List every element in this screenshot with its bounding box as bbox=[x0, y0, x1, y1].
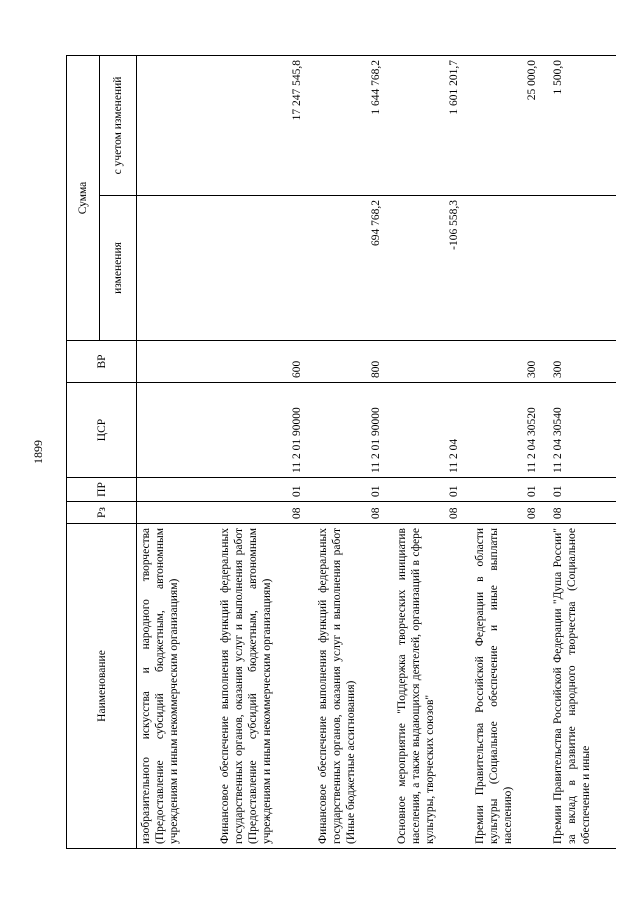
header-row-1 bbox=[67, 55, 100, 848]
row-total: 1 500,0 bbox=[549, 55, 616, 195]
row-rz bbox=[137, 502, 216, 524]
table-row bbox=[216, 55, 315, 848]
row-name: Премии Правительства Российской Федерации "Душа России" за вклад в развитие народного творчества (Социальное обеспечение и иные bbox=[549, 524, 616, 849]
header-with-changes: с учетом изменений bbox=[100, 55, 137, 195]
row-total: 17 247 545,8 bbox=[216, 55, 315, 195]
row-csr bbox=[137, 383, 216, 478]
row-total bbox=[137, 55, 216, 195]
table-row bbox=[471, 55, 549, 848]
row-vr bbox=[137, 341, 216, 383]
row-change bbox=[216, 196, 315, 341]
header-name: Наименование bbox=[67, 524, 137, 849]
row-csr: 11 2 04 bbox=[393, 383, 471, 478]
row-vr: 300 bbox=[549, 341, 616, 383]
row-pr: 01 bbox=[314, 478, 392, 502]
row-change bbox=[471, 196, 549, 341]
row-pr: 01 bbox=[549, 478, 616, 502]
row-name: Финансовое обеспечение выполнения функций федеральных государственных органов, оказания услуг и выполнения работ (Иные бюджетные ассигнования) bbox=[314, 524, 392, 849]
row-name: Премии Правительства Российской Федерации в области культуры (Социальное обеспечение и иные выплаты населению) bbox=[471, 524, 549, 849]
row-pr: 01 bbox=[471, 478, 549, 502]
row-vr: 600 bbox=[216, 341, 315, 383]
row-change bbox=[549, 196, 616, 341]
header-sum: Сумма bbox=[67, 55, 100, 340]
row-change bbox=[137, 196, 216, 341]
row-total: 1 601 201,7 bbox=[393, 55, 471, 195]
row-total: 1 644 768,2 bbox=[314, 55, 392, 195]
table-row bbox=[137, 55, 216, 848]
row-rz: 08 bbox=[314, 502, 392, 524]
row-csr: 11 2 04 30540 bbox=[549, 383, 616, 478]
row-vr bbox=[393, 341, 471, 383]
row-rz: 08 bbox=[549, 502, 616, 524]
header-pr: ПР bbox=[67, 478, 137, 502]
row-pr: 01 bbox=[216, 478, 315, 502]
row-csr: 11 2 01 90000 bbox=[314, 383, 392, 478]
row-pr: 01 bbox=[393, 478, 471, 502]
row-name: изобразительного искусства и народного творчества (Предоставление субсидий бюджетным, автономным учреждениям и иным некоммерческим организациям) bbox=[137, 524, 216, 849]
header-csr: ЦСР bbox=[67, 383, 137, 478]
row-csr: 11 2 01 90000 bbox=[216, 383, 315, 478]
table-row bbox=[314, 55, 392, 848]
page-number: 1899 bbox=[31, 440, 45, 464]
row-name: Финансовое обеспечение выполнения функций федеральных государственных органов, оказания услуг и выполнения работ (Предоставление субсидий бюджетным, автономным учреждениям и иным некоммерческим организациям) bbox=[216, 524, 315, 849]
table-row bbox=[549, 55, 616, 848]
row-csr: 11 2 04 30520 bbox=[471, 383, 549, 478]
header-vr: ВР bbox=[67, 341, 137, 383]
row-name: Основное мероприятие "Поддержка творческих инициатив населения, а также выдающихся деятелей, организаций в сфере культуры, творческих союзов" bbox=[393, 524, 471, 849]
row-change: -106 558,3 bbox=[393, 196, 471, 341]
row-vr: 300 bbox=[471, 341, 549, 383]
row-total: 25 000,0 bbox=[471, 55, 549, 195]
budget-table bbox=[66, 55, 616, 849]
row-vr: 800 bbox=[314, 341, 392, 383]
table-row bbox=[393, 55, 471, 848]
header-changes: изменения bbox=[100, 196, 137, 341]
row-rz: 08 bbox=[471, 502, 549, 524]
row-pr bbox=[137, 478, 216, 502]
row-change: 694 768,2 bbox=[314, 196, 392, 341]
header-rz: Рз bbox=[67, 502, 137, 524]
row-rz: 08 bbox=[393, 502, 471, 524]
row-rz: 08 bbox=[216, 502, 315, 524]
